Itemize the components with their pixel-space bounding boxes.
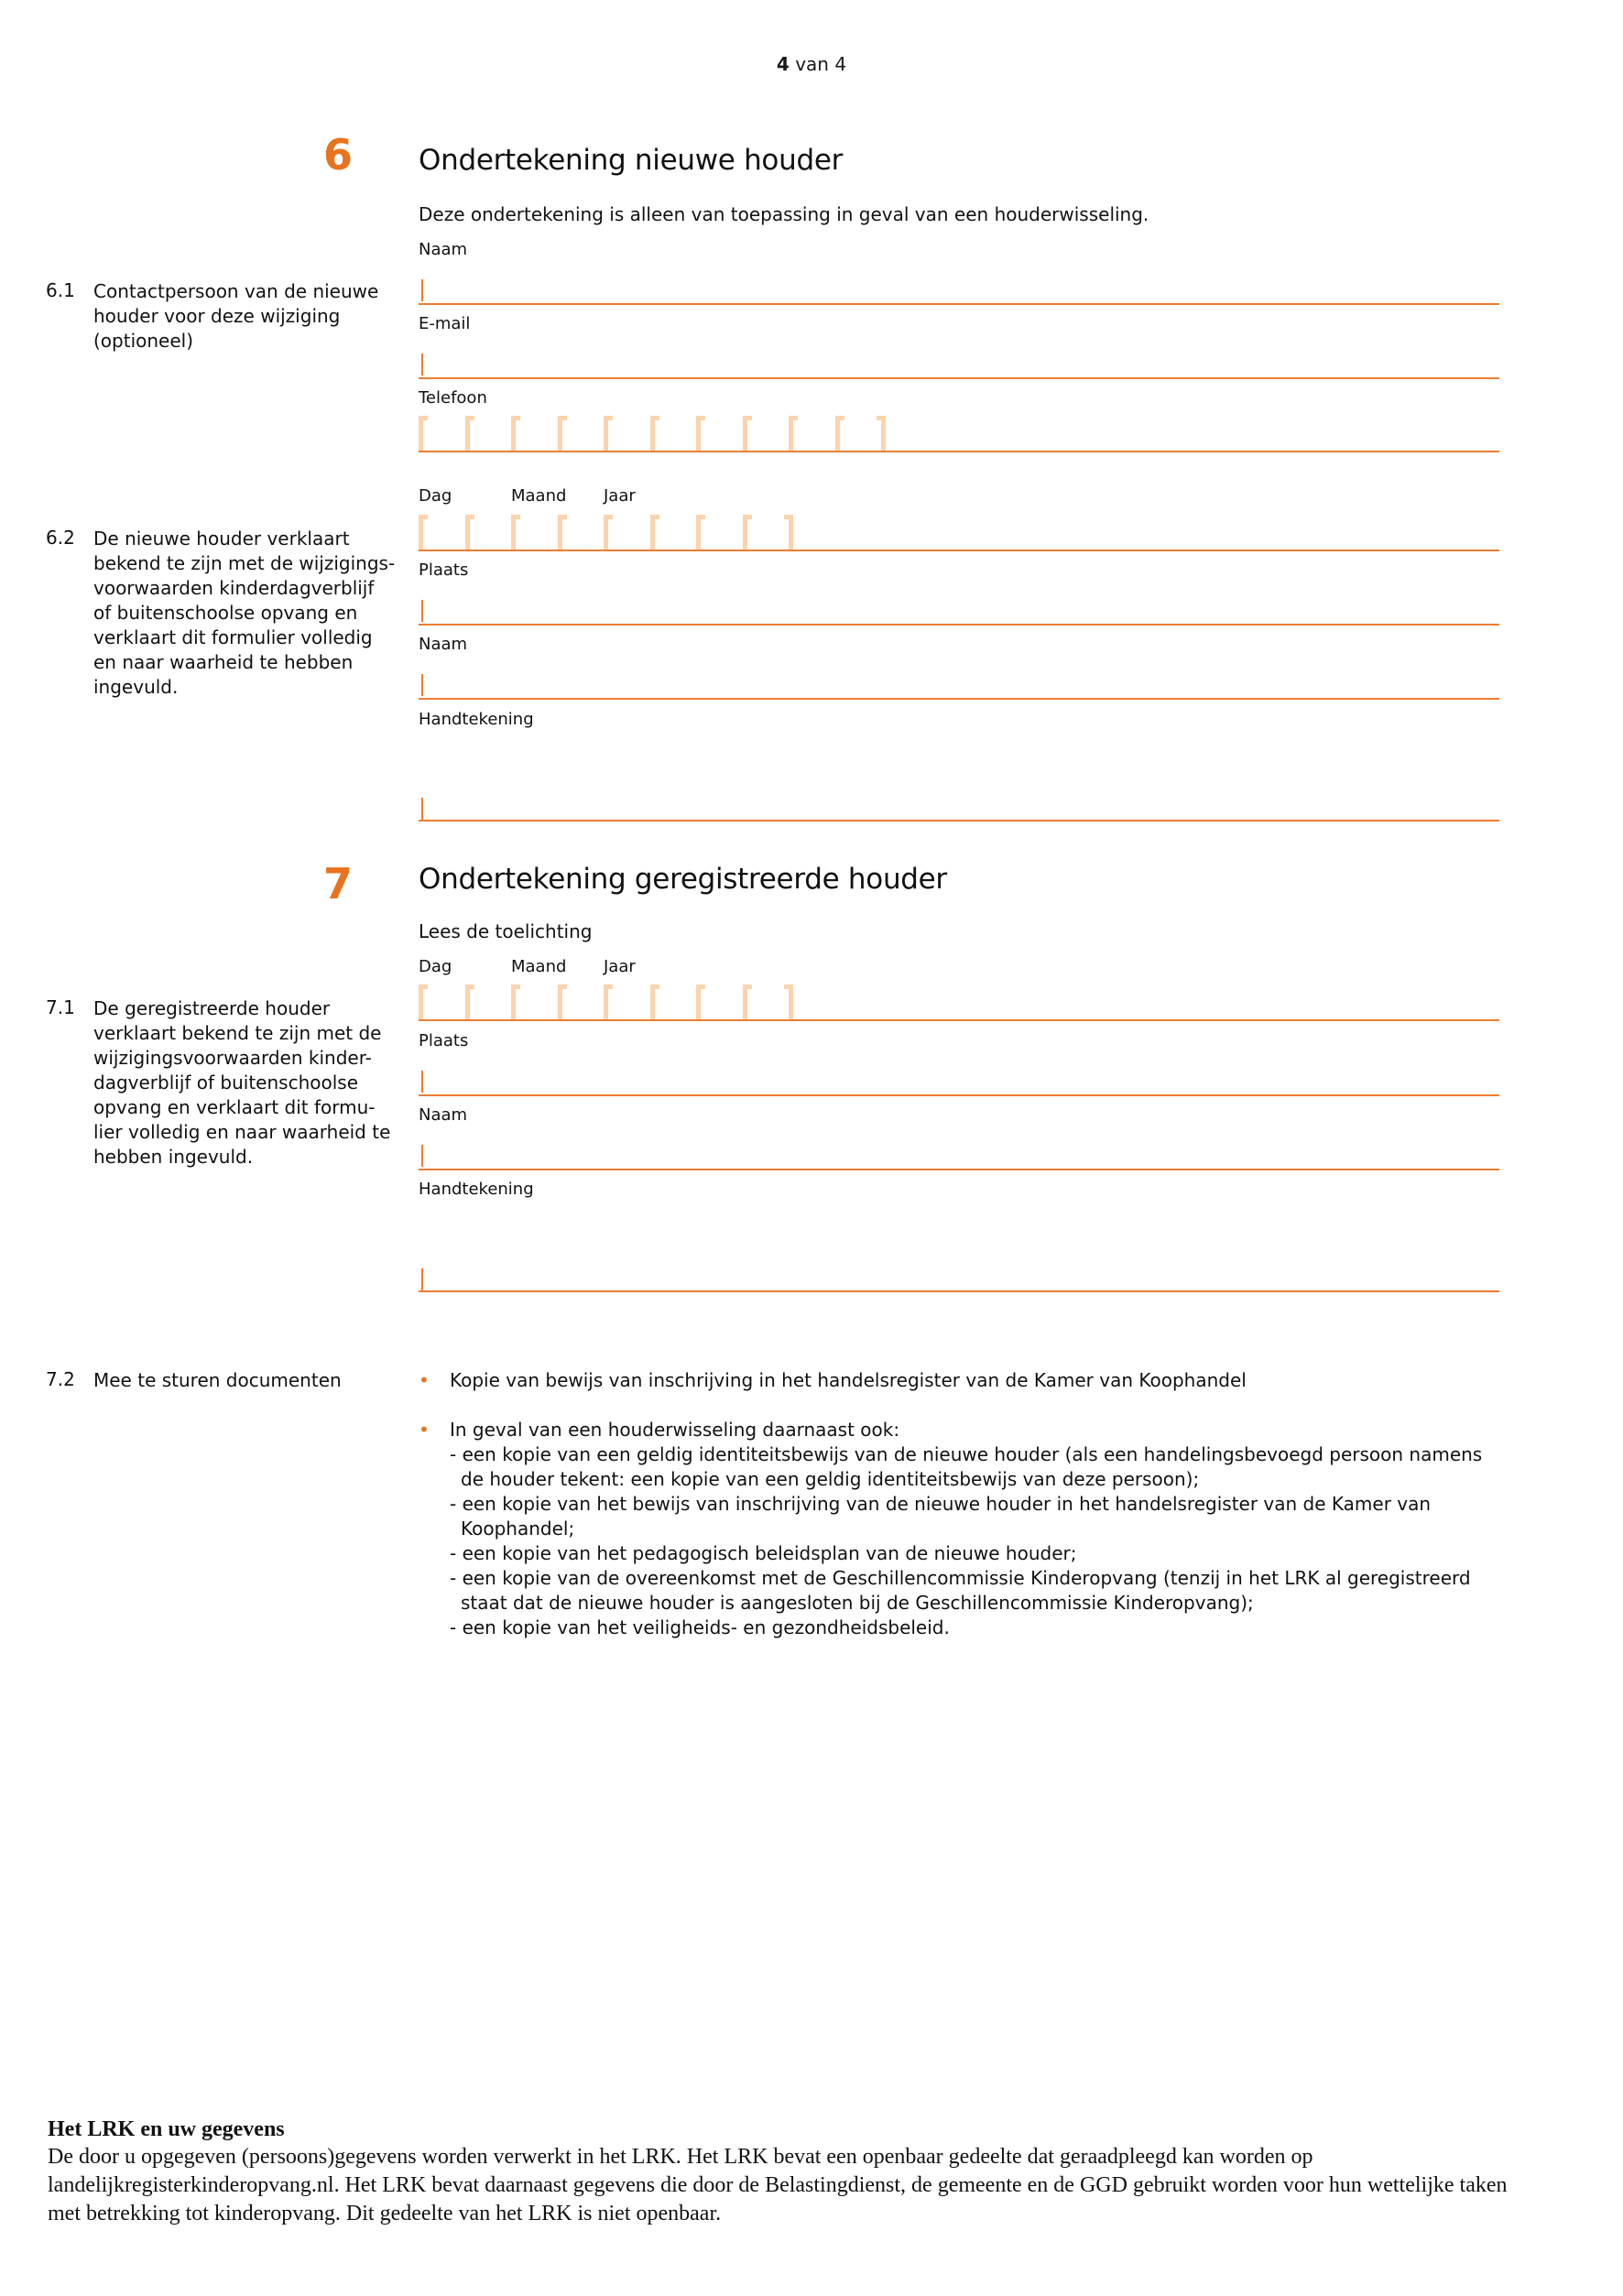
input-caret [421,279,423,301]
naam-input-6[interactable] [419,271,1499,304]
field-label-handtekening: Handtekening [419,710,534,729]
datum-underline-6 [419,550,1499,551]
section-7-intro: Lees de toelichting [419,920,593,942]
section-7-number: 7 [322,859,353,909]
input-caret [421,1145,423,1167]
comb-divider [511,416,516,451]
comb-divider [650,416,655,451]
input-caret [421,798,423,820]
documents-subitem: - een kopie van het veiligheids- en gezondheidsbeleid. [450,1616,950,1638]
bullet-icon: • [419,1419,430,1441]
handtekening-input-7[interactable] [419,1213,1499,1291]
question-7-2-number: 7.2 [46,1368,75,1390]
input-caret [421,354,423,375]
comb-divider [604,416,608,451]
naam-underline-6 [419,303,1499,305]
comb-divider [650,985,655,1019]
page-current: 4 [776,53,790,75]
section-6-number: 6 [322,130,353,180]
field-label-naam: Naam [419,1105,468,1125]
input-caret [421,1071,423,1093]
field-label-plaats: Plaats [419,560,469,580]
telefoon-input-6[interactable] [419,414,1499,451]
comb-divider [696,985,701,1019]
documents-subitem: - een kopie van de overeenkomst met de Geschillencommissie Kinderopvang (tenzij in het LRK al geregistreerd staat dat de nieuwe houder is aangesloten bij de Geschillencommissie Kinderopvang); [450,1567,1471,1614]
privacy-notice-body: De door u opgegeven (persoons)gegevens worden verwerkt in het LRK. Het LRK bevat een openbaar gedeelte dat geraadpleegd kan worden op landelijkregisterkinderopvang.nl. Het LRK bevat daarnaast gegevens die door de Belastingdienst, de gemeente en de GGD gebruikt worden voor hun wettelijke taken met betrekking tot kinderopvang. Dit gedeelte van het LRK is niet openbaar. [48,2145,1508,2225]
field-label-maand: Maand [511,957,567,976]
field-label-handtekening: Handtekening [419,1180,534,1199]
comb-divider [419,985,423,1019]
datum-underline-7 [419,1019,1499,1021]
naam-underline-7 [419,1169,1499,1170]
comb-divider [558,985,562,1019]
comb-divider [650,515,655,550]
documents-subitem: - een kopie van het pedagogisch beleidsplan van de nieuwe houder; [450,1542,1077,1564]
question-6-1-text: Contactpersoon van de nieuwe houder voor deze wijziging (optioneel) [93,280,379,352]
input-caret [421,600,423,622]
documents-list-item [419,1368,1499,1393]
question-6-2-text: De nieuwe houder verklaart bekend te zijn met de wijzigings-voorwaarden kinderdagverblijf of buitenschoolse opvang en verklaart dit formulier volledig en naar waarheid te hebben ingevuld. [93,528,396,698]
section-6-intro: Deze ondertekening is alleen van toepassing in geval van een houderwisseling. [419,203,1149,225]
naam-input-7[interactable] [419,1137,1499,1170]
question-7-1-text: De geregistreerde houder verklaart bekend te zijn met de wijzigingsvoorwaarden kinder-dagverblijf of buitenschoolse opvang en verklaart dit formu-lier volledig en naar waarheid te hebben ingevuld. [93,997,391,1168]
input-caret [421,674,423,696]
comb-divider [604,985,608,1019]
documents-item-text: Kopie van bewijs van inschrijving in het handelsregister van de Kamer van Koophandel [450,1369,1247,1391]
comb-divider [743,985,747,1019]
comb-divider [604,515,608,550]
plaats-input-6[interactable] [419,592,1499,625]
naam-ondertekenaar-underline-6 [419,698,1499,700]
page-total: 4 [834,53,847,75]
comb-divider [465,416,470,451]
page-separator: van [795,53,829,75]
comb-divider [743,416,747,451]
field-label-jaar: Jaar [604,957,636,976]
section-6-title: Ondertekening nieuwe houder [419,144,844,177]
comb-divider [419,515,423,550]
comb-divider [558,515,562,550]
naam-ondertekenaar-input-6[interactable] [419,666,1499,699]
datum-input-6[interactable] [419,513,1499,550]
input-caret [421,1268,423,1290]
plaats-underline-7 [419,1094,1499,1096]
field-label-dag: Dag [419,486,452,506]
datum-input-7[interactable] [419,983,1499,1019]
question-7-2-label: Mee te sturen documenten [93,1369,342,1391]
documents-subitem: - een kopie van een geldig identiteitsbewijs van de nieuwe houder (als een handelingsbevoegd persoon namens de houder tekent: een kopie van een geldig identiteitsbewijs van deze persoon); [450,1443,1483,1490]
page-number [0,53,1623,75]
field-label-naam: Naam [419,240,468,259]
comb-divider [789,416,793,451]
comb-divider [419,416,423,451]
privacy-notice [48,2116,1531,2228]
comb-divider [696,416,701,451]
telefoon-underline-6 [419,451,1499,452]
comb-divider [789,985,793,1019]
question-7-1-number: 7.1 [46,996,75,1018]
plaats-input-7[interactable] [419,1062,1499,1095]
email-input-6[interactable] [419,345,1499,378]
field-label-email: E-mail [419,314,471,333]
bullet-icon: • [419,1369,430,1391]
comb-divider [511,985,516,1019]
field-label-jaar: Jaar [604,486,636,506]
comb-divider [789,515,793,550]
comb-divider [881,416,886,451]
comb-divider [743,515,747,550]
comb-divider [835,416,840,451]
question-6-2-number: 6.2 [46,527,75,549]
handtekening-underline-6 [419,820,1499,822]
field-label-plaats: Plaats [419,1031,469,1050]
comb-divider [465,515,470,550]
documents-list-item [419,1418,1499,1640]
privacy-notice-title: Het LRK en uw gegevens [48,2117,285,2141]
handtekening-underline-7 [419,1290,1499,1292]
comb-divider [511,515,516,550]
comb-divider [696,515,701,550]
field-label-maand: Maand [511,486,567,506]
email-underline-6 [419,377,1499,379]
handtekening-input-6[interactable] [419,742,1499,821]
question-6-1-number: 6.1 [46,279,75,301]
documents-item-text: In geval van een houderwisseling daarnaast ook: [450,1419,900,1441]
documents-list [419,1368,1499,1640]
field-label-naam-ondertekenaar: Naam [419,635,468,654]
comb-divider [558,416,562,451]
section-7-title: Ondertekening geregistreerde houder [419,863,947,896]
plaats-underline-6 [419,624,1499,626]
comb-divider [465,985,470,1019]
documents-subitem: - een kopie van het bewijs van inschrijving van de nieuwe houder in het handelsregister van de Kamer van Koophandel; [450,1493,1432,1540]
field-label-dag: Dag [419,957,452,976]
field-label-telefoon: Telefoon [419,388,487,408]
